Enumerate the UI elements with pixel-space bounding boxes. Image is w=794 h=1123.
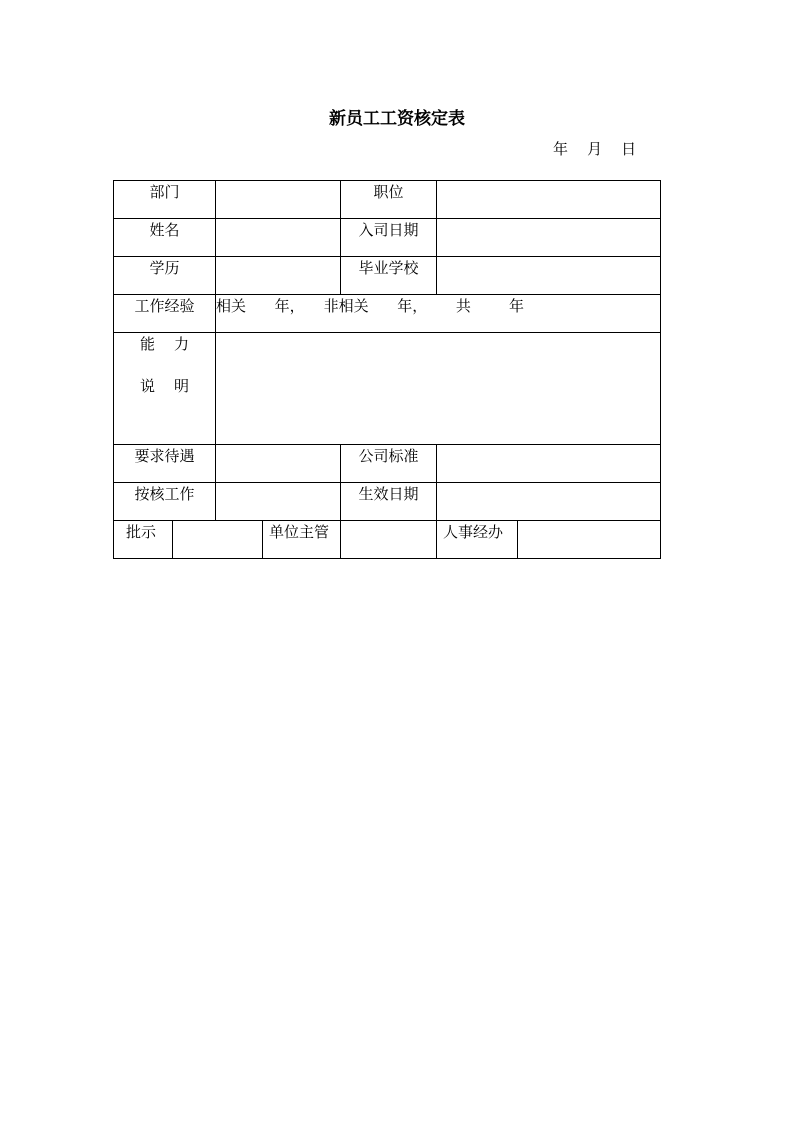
label-position: 职位 [341, 181, 437, 219]
label-work-experience: 工作经验 [114, 295, 216, 333]
salary-form [113, 180, 660, 559]
label-ability-line1: 能 力 [139, 335, 190, 353]
field-company-standard[interactable] [437, 445, 661, 483]
field-ability[interactable] [216, 333, 661, 445]
label-join-date: 入司日期 [341, 219, 437, 257]
field-join-date[interactable] [437, 219, 661, 257]
label-instructions: 批示 [114, 521, 173, 559]
label-requested-salary: 要求待遇 [114, 445, 216, 483]
label-approved-salary: 按核工作 [114, 483, 216, 521]
date-line: 年 月 日 [553, 140, 637, 158]
label-company-standard: 公司标准 [341, 445, 437, 483]
field-hr-handler[interactable] [518, 521, 661, 559]
field-effective-date[interactable] [437, 483, 661, 521]
field-school[interactable] [437, 257, 661, 295]
label-ability [114, 333, 216, 445]
page-title: 新员工工资核定表 [329, 109, 465, 129]
label-hr-handler: 人事经办 [437, 521, 518, 559]
field-work-experience[interactable]: 相关 年， 非相关 年， 共 年 [216, 295, 661, 333]
field-name[interactable] [216, 219, 341, 257]
label-school: 毕业学校 [341, 257, 437, 295]
field-education[interactable] [216, 257, 341, 295]
field-approved-salary[interactable] [216, 483, 341, 521]
field-department[interactable] [216, 181, 341, 219]
label-effective-date: 生效日期 [341, 483, 437, 521]
label-ability-line2: 说 明 [139, 377, 190, 395]
label-unit-supervisor: 单位主管 [263, 521, 341, 559]
label-department: 部门 [114, 181, 216, 219]
label-name: 姓名 [114, 219, 216, 257]
field-unit-supervisor[interactable] [341, 521, 437, 559]
field-requested-salary[interactable] [216, 445, 341, 483]
label-education: 学历 [114, 257, 216, 295]
field-position[interactable] [437, 181, 661, 219]
field-instructions[interactable] [173, 521, 263, 559]
